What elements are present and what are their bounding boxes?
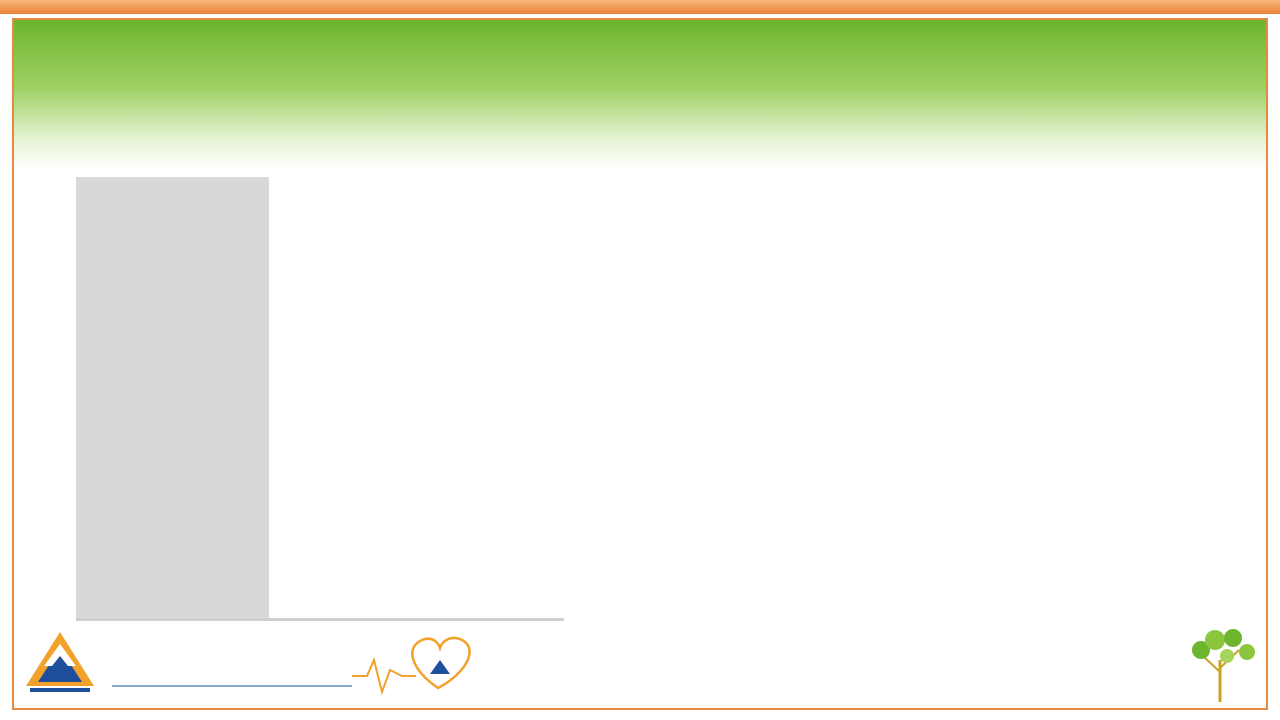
- left-table-category: [76, 177, 271, 621]
- tree-icon: [1192, 629, 1255, 702]
- right-criteria-table: [654, 179, 1107, 617]
- municipality-logo: [1015, 626, 1260, 706]
- left-table-bottom-rule: [76, 618, 564, 621]
- top-accent-bar: [0, 0, 1280, 14]
- left-criteria-table: [76, 177, 564, 621]
- heartbeat-line-icon: [352, 660, 416, 692]
- hospital-logo: [22, 626, 492, 706]
- hospital-mark-icon: [26, 632, 94, 692]
